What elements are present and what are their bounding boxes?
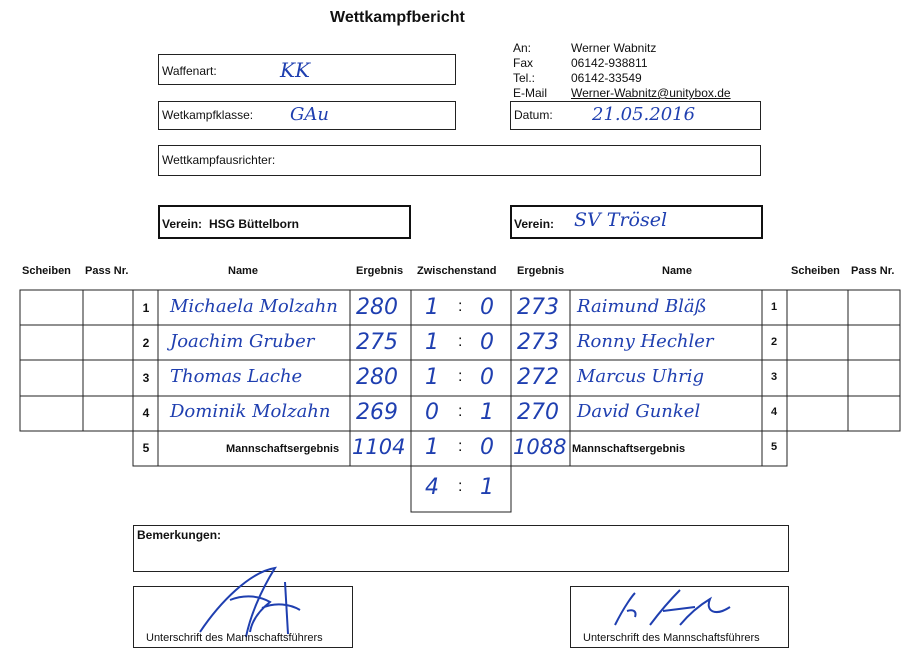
klasse-label: Wetkampfklasse: <box>162 108 254 122</box>
row-4-num-right: 4 <box>770 406 778 418</box>
header-name-left: Name <box>228 265 258 277</box>
row-2-left-name: Joachim Gruber <box>170 331 315 352</box>
row-2-right-name: Ronny Hechler <box>577 331 714 352</box>
team-row-num-right: 5 <box>770 441 778 453</box>
team-z-left: 1 <box>425 435 439 460</box>
row-2-z-right: 0 <box>480 330 494 355</box>
row-3-num-right: 3 <box>770 371 778 383</box>
page-title: Wettkampfbericht <box>330 9 465 26</box>
contact-fax-label: Fax <box>513 56 534 70</box>
header-pass-right: Pass Nr. <box>851 265 895 277</box>
verein-left-value: HSG Büttelborn <box>209 217 299 231</box>
datum-value: 21.05.2016 <box>592 104 696 125</box>
row-4-right-name: David Gunkel <box>577 401 701 422</box>
final-score-left: 4 <box>425 475 439 500</box>
final-score-right: 1 <box>480 475 494 500</box>
row-2-colon: : <box>458 333 463 350</box>
signature-right-caption: Unterschrift des Mannschaftsführers <box>583 632 760 644</box>
verein-left-prefix: Verein: <box>162 217 203 231</box>
row-1-z-left: 1 <box>425 295 439 320</box>
team-row-num-left: 5 <box>142 441 150 455</box>
header-scheiben-left: Scheiben <box>22 265 71 277</box>
row-1-left-score: 280 <box>356 295 398 320</box>
row-3-right-name: Marcus Uhrig <box>577 366 705 387</box>
row-1-right-name: Raimund Bläß <box>577 296 707 317</box>
signature-right-drawing <box>605 585 745 635</box>
contact-tel-label: Tel.: <box>513 71 536 85</box>
contact-email-label: E-Mail <box>513 86 548 100</box>
row-1-colon: : <box>458 298 463 315</box>
team-colon: : <box>458 438 463 455</box>
row-3-z-right: 0 <box>480 365 494 390</box>
row-4-left-score: 269 <box>356 400 398 425</box>
row-3-colon: : <box>458 368 463 385</box>
signature-left-drawing <box>190 562 310 642</box>
team-z-right: 0 <box>480 435 494 460</box>
contact-tel-value: 06142-33549 <box>571 71 642 85</box>
team-left-score: 1104 <box>352 435 406 459</box>
row-4-left-name: Dominik Molzahn <box>170 401 331 422</box>
waffenart-label: Waffenart: <box>162 64 217 78</box>
klasse-value: GAu <box>290 104 329 125</box>
row-4-num-left: 4 <box>142 406 150 420</box>
team-row-label-left: Mannschaftsergebnis <box>226 443 340 455</box>
row-4-right-score: 270 <box>517 400 559 425</box>
row-4-z-right: 1 <box>480 400 494 425</box>
row-2-num-right: 2 <box>770 336 778 348</box>
contact-an-label: An: <box>513 41 532 55</box>
row-3-z-left: 1 <box>425 365 439 390</box>
signature-left-caption: Unterschrift des Mannschaftsführers <box>146 632 323 644</box>
row-2-right-score: 273 <box>517 330 559 355</box>
row-4-z-left: 0 <box>425 400 439 425</box>
row-1-left-name: Michaela Molzahn <box>170 296 338 317</box>
row-2-num-left: 2 <box>142 336 150 350</box>
row-1-right-score: 273 <box>517 295 559 320</box>
team-right-score: 1088 <box>513 435 567 459</box>
row-4-colon: : <box>458 403 463 420</box>
header-name-right: Name <box>662 265 692 277</box>
waffenart-value: KK <box>280 58 310 82</box>
contact-fax-value: 06142-938811 <box>571 56 648 70</box>
row-2-left-score: 275 <box>356 330 398 355</box>
row-3-right-score: 272 <box>517 365 559 390</box>
row-2-z-left: 1 <box>425 330 439 355</box>
ausrichter-label: Wettkampfausrichter: <box>162 153 276 167</box>
header-zwischenstand: Zwischenstand <box>417 265 497 277</box>
header-pass-left: Pass Nr. <box>85 265 129 277</box>
verein-right-value: SV Trösel <box>574 209 668 231</box>
header-ergebnis-right: Ergebnis <box>517 265 565 277</box>
datum-label: Datum: <box>514 108 553 122</box>
header-ergebnis-left: Ergebnis <box>356 265 404 277</box>
verein-right-prefix: Verein: <box>514 217 555 231</box>
final-score-colon: : <box>458 478 463 495</box>
row-1-num-right: 1 <box>770 301 778 313</box>
team-row-label-right: Mannschaftsergebnis <box>572 443 686 455</box>
bemerkungen-label: Bemerkungen: <box>137 528 222 542</box>
contact-email-value: Werner-Wabnitz@unitybox.de <box>571 86 731 100</box>
contact-an-value: Werner Wabnitz <box>571 41 657 55</box>
row-3-left-name: Thomas Lache <box>170 366 303 387</box>
row-3-left-score: 280 <box>356 365 398 390</box>
row-1-z-right: 0 <box>480 295 494 320</box>
row-3-num-left: 3 <box>142 371 150 385</box>
header-scheiben-right: Scheiben <box>791 265 840 277</box>
row-1-num-left: 1 <box>142 301 150 315</box>
